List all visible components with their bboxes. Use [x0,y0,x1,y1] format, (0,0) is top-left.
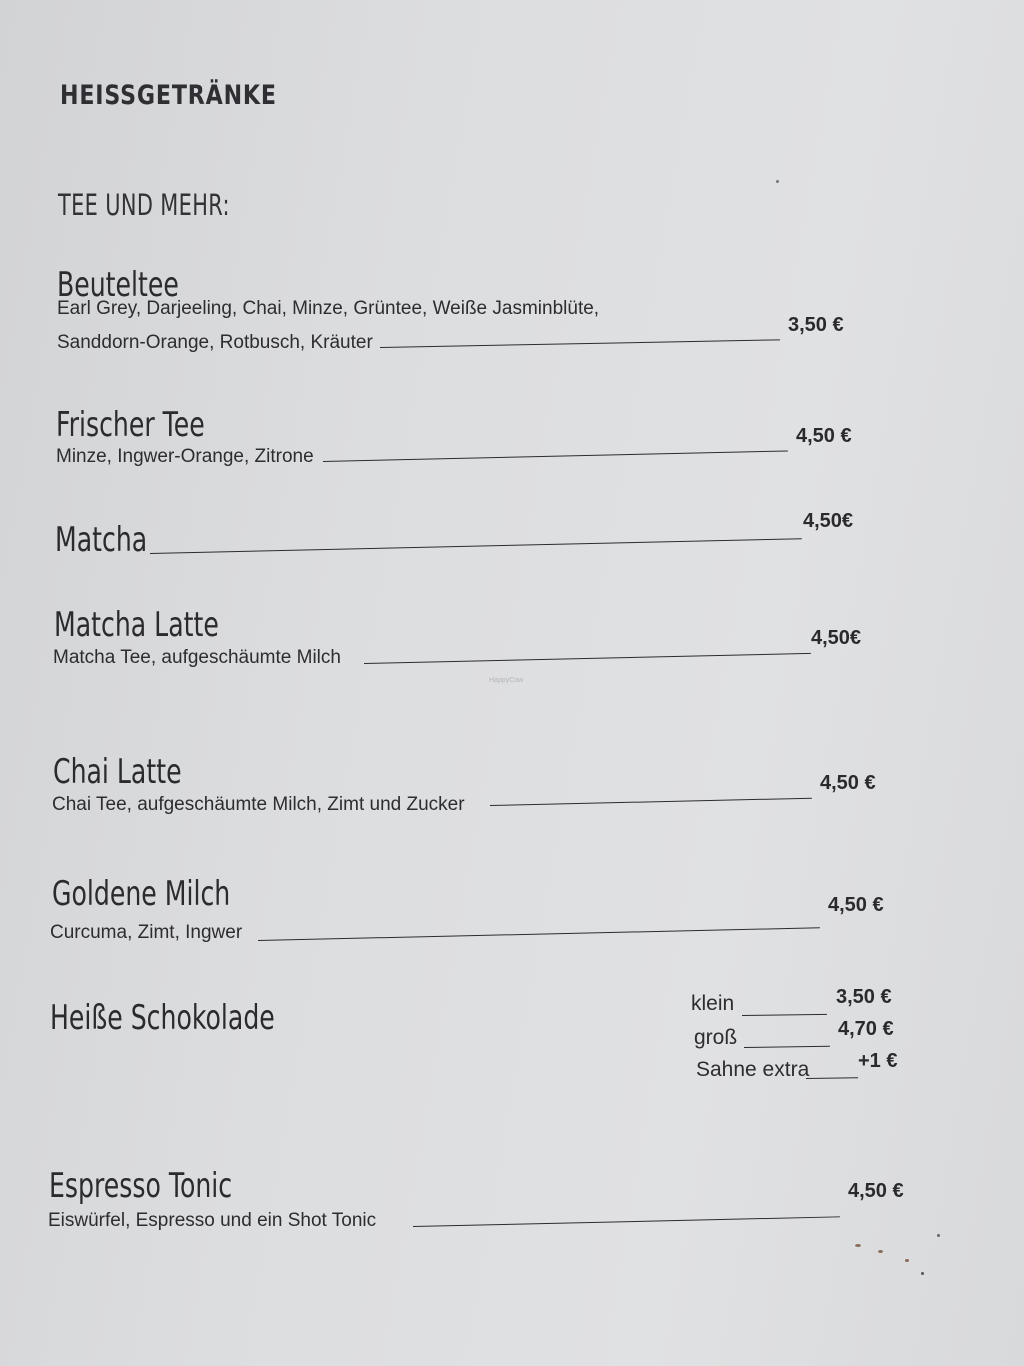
item-description-matcha-latte: Matcha Tee, aufgeschäumte Milch [53,647,341,668]
item-price-matcha-latte: 4,50€ [811,627,862,649]
item-name-beuteltee: Beuteltee [57,265,179,305]
size-price-gross: 4,70 € [838,1018,894,1040]
price-leader-line [806,1077,858,1079]
item-price-beuteltee: 3,50 € [788,314,844,336]
paper-speck [878,1250,883,1253]
price-leader-line [380,339,780,348]
price-leader-line [258,927,820,941]
paper-speck [776,180,779,183]
item-name-goldene-milch: Goldene Milch [52,874,231,914]
watermark: HappyCow [489,677,524,684]
item-name-heisse-schokolade: Heiße Schokolade [50,998,275,1038]
price-leader-line [744,1046,830,1048]
section-title: HEISSGETRÄNKE [60,80,277,111]
item-description-chai-latte: Chai Tee, aufgeschäumte Milch, Zimt und Zucker [52,794,465,815]
item-name-chai-latte: Chai Latte [53,752,182,792]
item-name-matcha: Matcha [55,520,148,560]
price-leader-line [490,798,812,806]
item-description-espresso-tonic: Eiswürfel, Espresso und ein Shot Tonic [48,1210,377,1231]
size-label-sahne-extra: Sahne extra [696,1058,810,1081]
subsection-title: TEE UND MEHR: [58,188,230,222]
price-leader-line [413,1216,840,1227]
price-leader-line [150,538,802,554]
item-name-frischer-tee: Frischer Tee [56,405,205,445]
item-price-goldene-milch: 4,50 € [828,894,884,916]
paper-speck [937,1234,940,1237]
item-description-beuteltee: Earl Grey, Darjeeling, Chai, Minze, Grüntee, Weiße Jasminblüte, [57,298,600,319]
item-description-beuteltee: Sanddorn-Orange, Rotbusch, Kräuter [57,332,373,353]
price-leader-line [323,450,788,462]
item-price-matcha: 4,50€ [803,510,854,532]
item-name-espresso-tonic: Espresso Tonic [49,1166,233,1206]
item-price-chai-latte: 4,50 € [820,772,876,794]
size-price-klein: 3,50 € [836,986,892,1008]
size-label-klein: klein [691,992,735,1015]
paper-speck [905,1259,909,1262]
price-leader-line [742,1014,827,1016]
item-price-espresso-tonic: 4,50 € [848,1180,904,1202]
item-description-goldene-milch: Curcuma, Zimt, Ingwer [50,922,243,943]
price-leader-line [364,653,811,664]
size-price-sahne-extra: +1 € [858,1050,898,1072]
item-name-matcha-latte: Matcha Latte [54,605,219,645]
item-price-frischer-tee: 4,50 € [796,425,852,447]
size-label-gross: groß [694,1026,738,1049]
paper-speck [855,1244,861,1247]
paper-speck [921,1272,924,1275]
item-description-frischer-tee: Minze, Ingwer-Orange, Zitrone [56,446,314,467]
